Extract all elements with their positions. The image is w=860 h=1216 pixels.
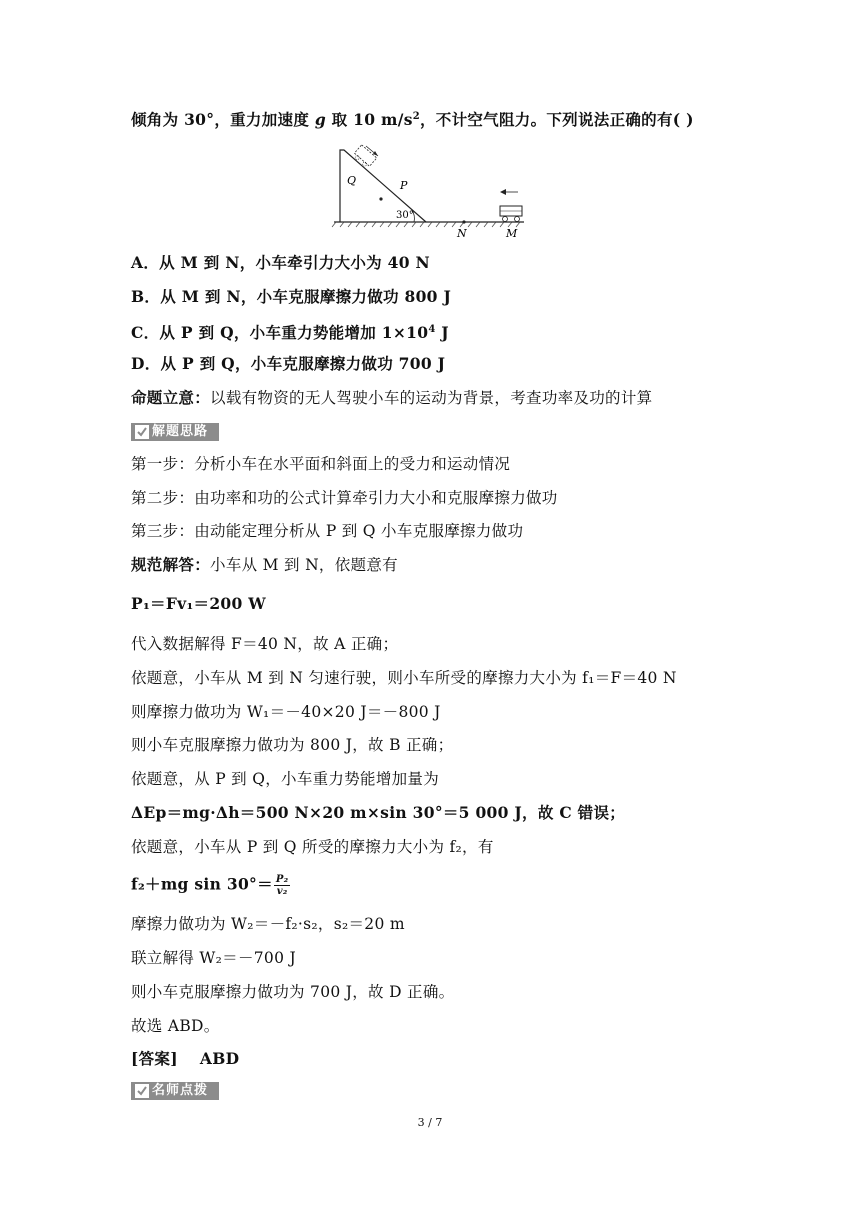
solution-line-12: 故选 ABD。: [131, 1017, 220, 1035]
checkmark-icon: [135, 425, 149, 439]
option-d: D．从 P 到 Q，小车克服摩擦力做功 700 J: [131, 354, 446, 373]
cart-arrow-head: [500, 189, 506, 195]
solution-line-5: 依题意，从 P 到 Q，小车重力势能增加量为: [131, 770, 440, 788]
question-stem: 倾角为 30°，重力加速度 g 取 10 $m/s^2$，不计空气阻力。下列说法正确的有( ): [131, 110, 694, 130]
label-p: P: [400, 179, 408, 192]
page-number: 3 / 7: [417, 1116, 443, 1129]
solution-line-1: 代入数据解得 F＝40 N，故 A 正确；: [131, 635, 399, 653]
point-n: [462, 220, 465, 223]
step-1: 第一步：分析小车在水平面和斜面上的受力和运动情况: [131, 455, 511, 473]
point-p: [379, 197, 382, 200]
solution-line-10: 联立解得 W₂＝－700 J: [131, 949, 296, 967]
fraction: $\frac{\text{P₂}}{\text{v₂}}$: [275, 874, 289, 897]
intent-line: 命题立意：以载有物资的无人驾驶小车的运动为背景，考查功率及功的计算: [131, 388, 653, 407]
cart-on-slope: [352, 145, 377, 169]
cart-at-m: [500, 206, 522, 222]
approach-tag: 解题思路: [131, 423, 219, 441]
option-b: B．从 M 到 N，小车克服摩擦力做功 800 J: [131, 287, 452, 306]
label-m: M: [506, 227, 518, 240]
label-n: N: [457, 227, 467, 240]
checkmark-icon: [135, 1084, 149, 1098]
equation-power: P₁＝Fv₁＝200 W: [131, 594, 267, 613]
option-a: A．从 M 到 N，小车牵引力大小为 40 N: [131, 253, 430, 272]
option-c: C．从 P 到 Q，小车重力势能增加 $1\times 10^4$ J: [131, 323, 449, 343]
incline-diagram: [330, 140, 530, 240]
angle-label: 30°: [396, 210, 414, 221]
step-3: 第三步：由动能定理分析从 P 到 Q 小车克服摩擦力做功: [131, 522, 524, 540]
label-q: Q: [347, 174, 357, 187]
solution-line-8: f₂＋mg sin 30°＝ $\frac{\text{P₂}}{\text{v₂}}$: [131, 874, 289, 897]
solution-line-11: 则小车克服摩擦力做功为 700 J，故 D 正确。: [131, 983, 455, 1001]
solution-line-6: ΔEp＝mg·Δh＝500 N×20 m×sin 30°＝5 000 J，故 C 错误；: [131, 803, 626, 822]
answer-line: [答案] ABD: [131, 1049, 240, 1068]
solution-line-4: 则小车克服摩擦力做功为 800 J，故 B 正确；: [131, 736, 454, 754]
ground-hatch: [332, 222, 520, 227]
step-2: 第二步：由功率和功的公式计算牵引力大小和克服摩擦力做功: [131, 489, 558, 507]
solution-line-9: 摩擦力做功为 W₂＝－f₂·s₂，s₂＝20 m: [131, 915, 405, 933]
solution-line-7: 依题意，小车从 P 到 Q 所受的摩擦力大小为 f₂，有: [131, 838, 494, 856]
solution-line-2: 依题意，小车从 M 到 N 匀速行驶，则小车所受的摩擦力大小为 f₁＝F＝40 N: [131, 669, 677, 687]
solution-line-3: 则摩擦力做功为 W₁＝－40×20 J＝－800 J: [131, 703, 441, 721]
tips-tag: 名师点拨: [131, 1082, 219, 1100]
solution-intro: 规范解答：小车从 M 到 N，依题意有: [131, 555, 398, 574]
